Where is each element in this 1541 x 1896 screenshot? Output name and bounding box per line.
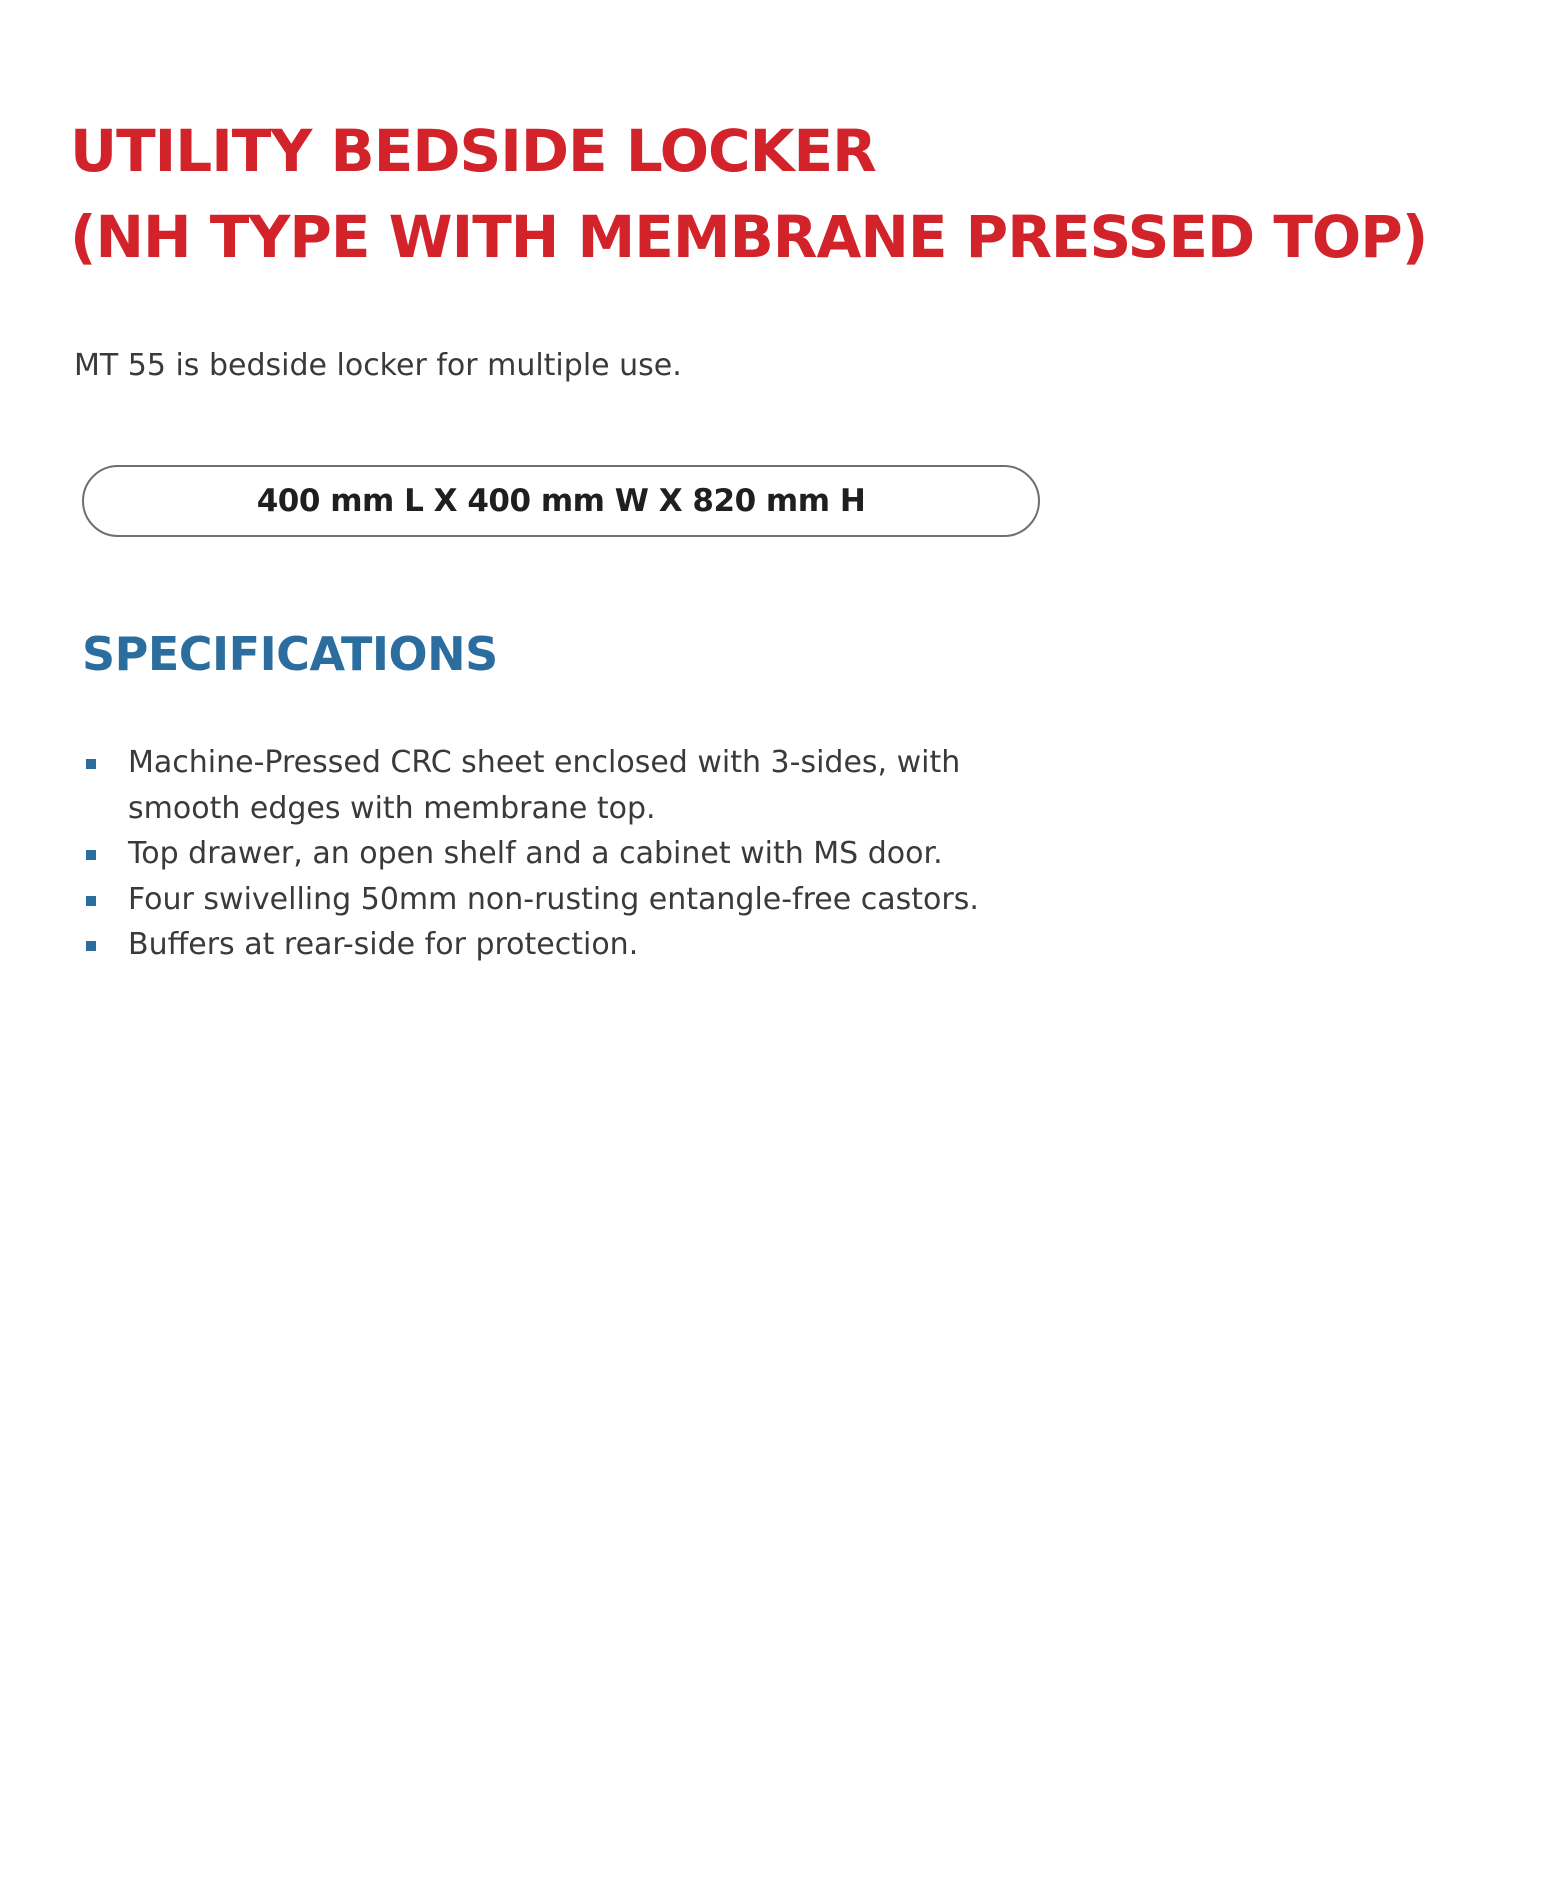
product-title-line-2: (NH TYPE WITH MEMBRANE PRESSED TOP) [70, 203, 1428, 271]
specifications-heading: SPECIFICATIONS [82, 627, 498, 681]
square-bullet-icon [86, 896, 96, 906]
spec-item-3 [82, 877, 1082, 923]
spec-item-4 [82, 922, 1082, 968]
spec-item-text: Top drawer, an open shelf and a cabinet with MS door. [128, 836, 943, 871]
spec-item-text: Machine-Pressed CRC sheet enclosed with 3-sides, with smooth edges with membrane top. [128, 745, 961, 826]
spec-item-2 [82, 831, 1082, 877]
specifications-list [82, 740, 1082, 968]
product-title-line-1: UTILITY BEDSIDE LOCKER [70, 117, 876, 185]
square-bullet-icon [86, 850, 96, 860]
spec-item-1 [82, 740, 1082, 831]
product-title [70, 108, 1427, 280]
dimensions-text: 400 mm L X 400 mm W X 820 mm H [256, 483, 866, 519]
dimensions-badge [82, 465, 1040, 537]
square-bullet-icon [86, 941, 96, 951]
spec-item-text: Buffers at rear-side for protection. [128, 927, 639, 962]
product-intro: MT 55 is bedside locker for multiple use. [74, 348, 682, 383]
square-bullet-icon [86, 759, 96, 769]
spec-item-text: Four swivelling 50mm non-rusting entangle-free castors. [128, 881, 979, 917]
